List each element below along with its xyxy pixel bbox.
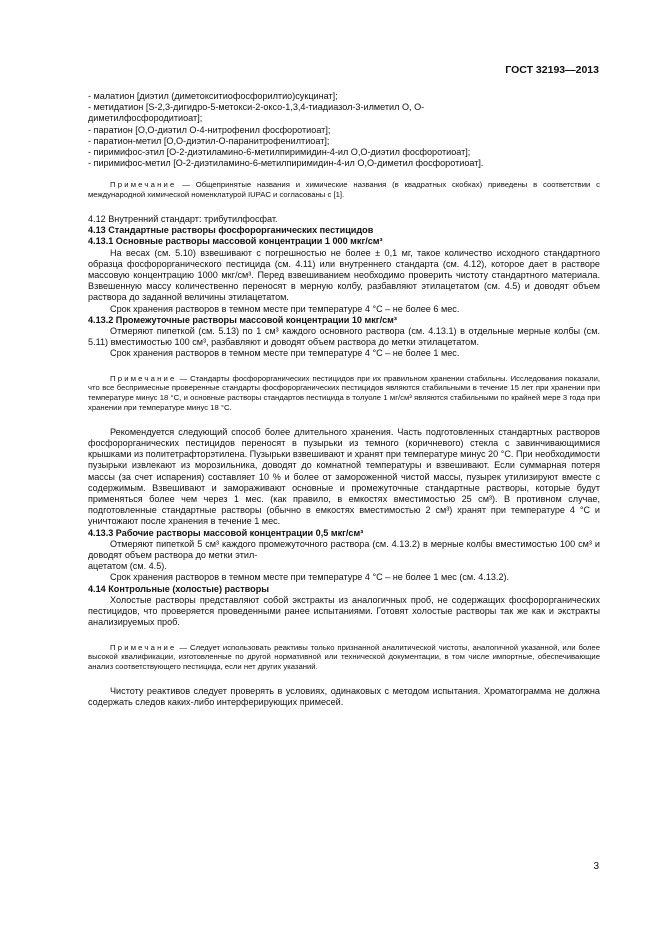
document-id: ГОСТ 32193—2013 — [505, 64, 599, 76]
paragraph-4-13-1: На весах (см. 5.10) взвешивают с погрешностью не более ± 0,1 мг, такое количество исходного стандартного образца фосфорорганического пестицида (см. 4.11) или внутреннего стандарта (см. 4.12), которое дает в растворе массовую концентрацию 1000 мкг/см³. Перед взвешиванием необходимо проверить чистоту стандартного материала. Взвешенную массу количественно переносят в мерную колбу, разбавляют этилацетатом (см. 4.5) и доводят объем раствора до заданной величины этилацетатом. — [88, 247, 600, 303]
paragraph-4-12: 4.12 Внутренний стандарт: трибутилфосфат. — [88, 214, 278, 225]
paragraph-storage: Рекомендуется следующий способ более длительного хранения. Часть подготовленных стандартных растворов фосфорорганических пестицидов переносят в пузырьки из темного (коричневого) стекла с завинчивающимися крышками из политетрафторэтилена. Пузырьки взвешивают и хранят при температуре минус 20 °С. При необходимости пузырьки извлекают из морозильника, доводят до комнатной температуры и взвешивают. Если суммарная потеря массы (за счет испарения) составляет 10 % и более от замороженной чистой массы, пузырек утилизируют вместе с содержимым. Взвешивают и замораживают основные и промежуточные стандартные растворы, которые будут применяться более чем через 1 мес. (как правило, в емкостях вместимостью 25 см³). В противном случае, подготовленные стандартные растворы (обычно в емкостях вместимостью 2 см³) хранят при температуре 4 °С и уничтожают после хранения в течение 1 мес. — [88, 426, 600, 527]
note-text: — Общепринятые названия и химические названия (в квадратных скобках) приведены в соответствии с международной химической номенклатурой IUPAC и согласованы с [1]. — [88, 180, 600, 200]
note-1 — [88, 180, 600, 200]
note-2 — [88, 374, 600, 413]
heading-4-13: 4.13 Стандартные растворы фосфорорганических пестицидов — [88, 225, 374, 236]
storage-note: Срок хранения растворов в темном месте при температуре 4 °С – не более 6 мес. — [110, 303, 460, 314]
note-3 — [88, 643, 600, 672]
note-label: Примечание — [110, 180, 177, 190]
list-item: - пиримифос-этил [О-2-диэтиламино-6-метилпиримидин-4-ил О,О-диэтил фосфоротиоат]; — [88, 147, 471, 158]
list-item: - паратион-метил [О,О-диэтил-О-паранитрофенилтиоат]; — [88, 135, 330, 146]
paragraph-final: Чистоту реактивов следует проверять в условиях, одинаковых с методом испытания. Хроматограмма не должна содержать следов каких-либо интерферирующих примесей. — [88, 685, 600, 708]
heading-4-13-3: 4.13.3 Рабочие растворы массовой концентрации 0,5 мкг/см³ — [88, 527, 364, 538]
note-label: Примечание — [110, 642, 177, 652]
list-item: - малатион [диэтил (диметокситиофосфорилтио)сукцинат]; — [88, 91, 338, 101]
list-item: - паратион [О,О-диэтил О-4-нитрофенил фосфоротиоат]; — [88, 124, 331, 135]
list-item: - пиримифос-метил [О-2-диэтиламино-6-метилпиримидин-4-ил О,О-диметил фосфоротиоат]. — [88, 158, 484, 169]
paragraph-4-13-3-cont: ацетатом (см. 4.5). — [88, 561, 167, 572]
note-text: — Следует использовать реактивы только признанной аналитической чистоты, аналогичной указанной, или более высокой квалификации, изготовленные по другой нормативной или технической документации, в том числе импортные, обеспечивающие анализ соответствующего пестицида, если нет других указаний. — [88, 642, 600, 672]
note-label: Примечание — [110, 373, 177, 383]
paragraph-4-14: Холостые растворы представляют собой экстракты из аналогичных проб, не содержащих фосфорорганических пестицидов, что проверяется проведенными ранее испытаниями. Готовят холостые растворы так же как и экстракты анализируемых проб. — [88, 594, 600, 628]
heading-4-13-1: 4.13.1 Основные растворы массовой концентрации 1 000 мкг/см³ — [88, 236, 383, 247]
note-text: — Стандарты фосфорорганических пестицидов при их правильном хранении стабильны. Исследования показали, что все беспримесные проверенные стандарты фосфорорганических пестицидов являются стабильными в течение 15 лет при хранении при температуре минус 18 °С, и основные растворы стандартов пестицида в толуоле 1 мг/см³ являются стабильными по крайней мере 3 года при хранении при температуре минус 18 °С. — [88, 373, 600, 413]
paragraph-4-13-3: Отмеряют пипеткой 5 см³ каждого промежуточного раствора (см. 4.13.2) в мерные колбы вместимостью 100 см³ и доводят объем раствора до метки этил- — [88, 538, 600, 561]
document-body — [88, 91, 600, 708]
page-number: 3 — [593, 861, 599, 872]
list-item: - метидатион [S-2,3-дигидро-5-метокси-2-оксо-1,3,4-тиадиазол-3-илметил О, О- — [88, 102, 425, 113]
list-item: диметилфосфородитиоат]; — [88, 113, 203, 124]
storage-note: Срок хранения растворов в темном месте при температуре 4 °С – не более 1 мес. — [110, 348, 460, 359]
heading-4-14: 4.14 Контрольные (холостые) растворы — [88, 583, 270, 594]
heading-4-13-2: 4.13.2 Промежуточные растворы массовой концентрации 10 мкг/см³ — [88, 314, 397, 325]
storage-note: Срок хранения растворов в темном месте при температуре 4 °С – не более 1 мес (см. 4.13.2). — [110, 572, 510, 583]
paragraph-4-13-2: Отмеряют пипеткой (см. 5.13) по 1 см³ каждого основного раствора (см. 4.13.1) в отдельные мерные колбы (см. 5.11) вместимостью 100 см³, разбавляют и доводят объем раствора до метки этилацетатом. — [88, 326, 600, 348]
